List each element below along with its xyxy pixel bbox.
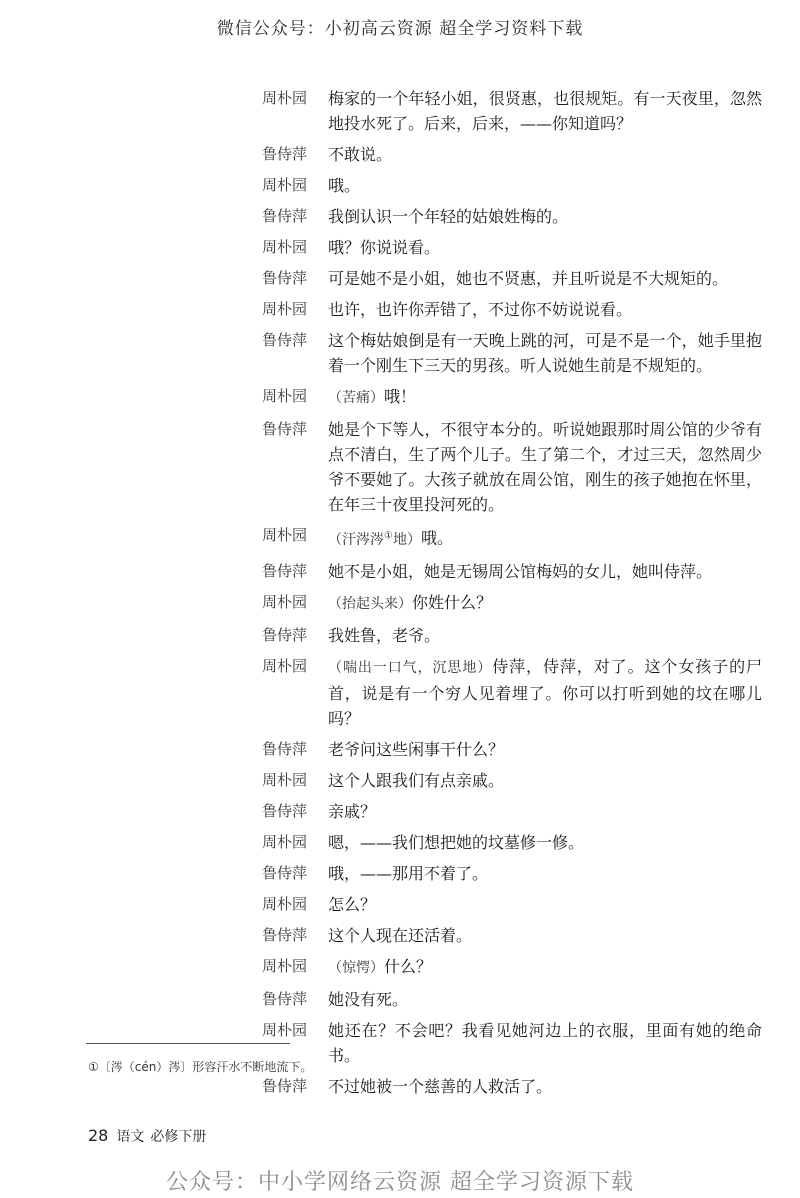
spoken-text: 哦，——那用不着了。: [328, 863, 489, 883]
stage-open-paren: （: [328, 390, 342, 406]
stage-direction: [328, 532, 421, 548]
dialogue-line: [262, 923, 762, 948]
spoken-text: 她还在？不会吧？我看见她河边上的衣服，里面有她的绝命书。: [328, 1020, 762, 1065]
spoken-text: 也许，也许你弄错了，不过你不妨说说看。: [328, 300, 633, 319]
stage-text: 苦痛: [342, 390, 370, 406]
dialogue-line: [262, 590, 762, 617]
dialogue-line: [262, 266, 762, 291]
speaker-name: 周朴园: [262, 592, 308, 611]
speaker-name: 鲁侍萍: [262, 863, 308, 882]
spoken-text: 老爷问这些闲事干什么？: [328, 739, 505, 759]
dialogue-text: [328, 235, 762, 260]
dialogue-text: [328, 142, 762, 167]
dialogue-line: [262, 623, 762, 648]
speaker-name: 鲁侍萍: [262, 925, 308, 944]
dialogue-line: [262, 892, 762, 917]
dialogue-line: [262, 861, 762, 886]
dialogue-line: [262, 654, 762, 731]
stage-close-paren: ）: [477, 659, 493, 676]
book-label: 必修下册: [150, 1129, 207, 1145]
speaker-name: 周朴园: [262, 656, 308, 675]
dialogue-text: [328, 623, 762, 648]
dialogue-text: [328, 737, 762, 762]
dialogue-text: [328, 954, 762, 981]
dialogue-text: [328, 86, 762, 136]
stage-close-paren: ）: [406, 531, 421, 548]
dialogue-line: [262, 142, 762, 167]
dialogue-line: [262, 1018, 762, 1068]
dialogue-line: [262, 954, 762, 981]
speaker-name: 周朴园: [262, 89, 308, 107]
spoken-text: 嗯，——我们想把她的坟墓修一修。: [328, 832, 585, 852]
dialogue-text: [328, 590, 762, 617]
speaker-name: 周朴园: [262, 176, 308, 194]
stage-open-paren: （: [328, 531, 342, 548]
dialogue-text: [328, 173, 762, 198]
dialogue-text: [328, 654, 762, 731]
speaker-name: 鲁侍萍: [262, 207, 308, 225]
stage-close-paren: ）: [370, 959, 384, 976]
stage-close-paren: ）: [370, 390, 384, 406]
dialogue-line: [262, 737, 762, 762]
stage-text: 喘出一口气，沉思地: [342, 659, 478, 676]
spoken-text: 可是她不是小姐，她也不贤惠，并且听说是不大规矩的。: [328, 269, 729, 288]
spoken-text: 这个人跟我们有点亲戚。: [328, 770, 505, 790]
stage-open-paren: （: [328, 595, 342, 612]
dialogue-text: [328, 523, 762, 553]
speaker-name: 鲁侍萍: [262, 625, 308, 644]
footnote-marker: ①: [384, 530, 393, 541]
dialogue-text: [328, 266, 762, 291]
speaker-name: 周朴园: [262, 894, 308, 913]
dialogue-line: [262, 987, 762, 1012]
dialogue-text: [328, 923, 762, 948]
spoken-text: 梅家的一个年轻小姐，很贤惠，也很规矩。有一天夜里，忽然地投水死了。后来，后来，——你知道吗？: [328, 89, 762, 133]
spoken-text: 我姓鲁，老爷。: [328, 625, 441, 645]
dialogue-text: [328, 328, 762, 378]
spoken-text: 侍萍，侍萍，对了。这个女孩子的尸首，说是有一个穷人见着埋了。你可以打听到她的坟在哪儿吗？: [328, 656, 763, 728]
spoken-text: 不敢说。: [328, 145, 393, 164]
speaker-name: 周朴园: [262, 956, 308, 975]
speaker-name: 鲁侍萍: [262, 269, 308, 287]
spoken-text: 哦。: [328, 176, 361, 195]
dialogue-line: [262, 173, 762, 198]
speaker-name: 周朴园: [262, 832, 308, 851]
dialogue-text: [328, 297, 762, 322]
speaker-name: 周朴园: [262, 238, 308, 256]
dialogue-text: [328, 768, 762, 793]
dialogue-text: [328, 204, 762, 229]
stage-text: 地: [392, 531, 407, 548]
dialogue-line: [262, 1074, 762, 1099]
speaker-name: 周朴园: [262, 300, 308, 318]
dialogue-line: [262, 204, 762, 229]
dialogue-line: [262, 799, 762, 824]
spoken-text: 她是个下等人，不很守本分的。听说她跟那时周公馆的少爷有点不清白，生了两个儿子。生了第二个，才过三天，忽然周少爷不要她了。大孩子就放在周公馆，刚生的孩子她抱在怀里，在年三十夜里投河死的。: [328, 420, 762, 514]
stage-text: 汗涔涔: [342, 531, 384, 548]
speaker-name: 周朴园: [262, 526, 308, 544]
spoken-text: 我倒认识一个年轻的姑娘姓梅的。: [328, 207, 569, 226]
spoken-text: 怎么？: [328, 894, 377, 914]
page-number: 28: [88, 1126, 109, 1145]
spoken-text: 哦。: [420, 528, 453, 548]
spoken-text: 她没有死。: [328, 989, 409, 1009]
dialogue-line: [262, 384, 762, 411]
dialogue-text: [328, 417, 762, 517]
dialogue-text: [328, 1018, 762, 1068]
stage-direction: [328, 390, 384, 406]
dialogue-line: [262, 297, 762, 322]
dialogue-text: [328, 830, 762, 855]
subject-label: 语文: [116, 1129, 145, 1145]
speaker-name: 鲁侍萍: [262, 1076, 308, 1095]
dialogue-text: [328, 861, 762, 886]
speaker-name: 鲁侍萍: [262, 561, 308, 580]
stage-direction: [328, 660, 492, 676]
dialogue-line: [262, 235, 762, 260]
spoken-text: 哦！: [384, 387, 417, 406]
stage-open-paren: （: [328, 659, 343, 676]
stage-open-paren: （: [328, 959, 342, 976]
stage-text: 抬起头来: [342, 595, 398, 612]
spoken-text: 哦？你说说看。: [328, 238, 441, 257]
speaker-name: 周朴园: [262, 1020, 308, 1039]
speaker-name: 鲁侍萍: [262, 331, 308, 349]
speaker-name: 鲁侍萍: [262, 739, 308, 758]
spoken-text: 这个人现在还活着。: [328, 925, 473, 945]
dialogue-text: [328, 799, 762, 824]
dialogue-text: [328, 987, 762, 1012]
stage-direction: [328, 960, 384, 976]
spoken-text: 这个梅姑娘倒是有一天晚上跳的河，可是不是一个，她手里抱着一个刚生下三天的男孩。听人说她生前是不规矩的。: [328, 331, 762, 375]
page-header-watermark: 微信公众号：小初高云资源 超全学习资料下载: [216, 19, 584, 39]
stage-close-paren: ）: [398, 595, 412, 612]
stage-direction: [328, 596, 412, 612]
spoken-text: 你姓什么？: [412, 592, 493, 612]
stage-text: 惊愕: [342, 959, 370, 976]
dialogue-text: [328, 559, 762, 584]
dialogue-line: [262, 830, 762, 855]
dialogue-line: [262, 417, 762, 517]
footnote: ①〔涔（cén）涔〕形容汗水不断地流下。: [88, 1060, 313, 1074]
speaker-name: 周朴园: [262, 770, 308, 789]
speaker-name: 周朴园: [262, 387, 308, 405]
spoken-text: 不过她被一个慈善的人救活了。: [328, 1076, 553, 1096]
dialogue-text: [328, 892, 762, 917]
dialogue-text: [328, 1074, 762, 1099]
spoken-text: 亲戚？: [328, 801, 377, 821]
footnote-divider: [86, 1043, 290, 1044]
speaker-name: 鲁侍萍: [262, 989, 308, 1008]
dialogue-text: [328, 384, 762, 411]
dialogue-body: [262, 86, 762, 1105]
speaker-name: 鲁侍萍: [262, 420, 308, 438]
dialogue-line: [262, 559, 762, 584]
spoken-text: 什么？: [384, 956, 433, 976]
speaker-name: 鲁侍萍: [262, 801, 308, 820]
bottom-watermark: 公众号：中小学网络云资源 超全学习资源下载: [166, 1170, 634, 1195]
speaker-name: 鲁侍萍: [262, 145, 308, 163]
spoken-text: 她不是小姐，她是无锡周公馆梅妈的女儿，她叫侍萍。: [328, 561, 713, 581]
dialogue-line: [262, 86, 762, 136]
dialogue-line: [262, 523, 762, 553]
dialogue-line: [262, 328, 762, 378]
page-footer: [88, 1126, 206, 1146]
dialogue-line: [262, 768, 762, 793]
